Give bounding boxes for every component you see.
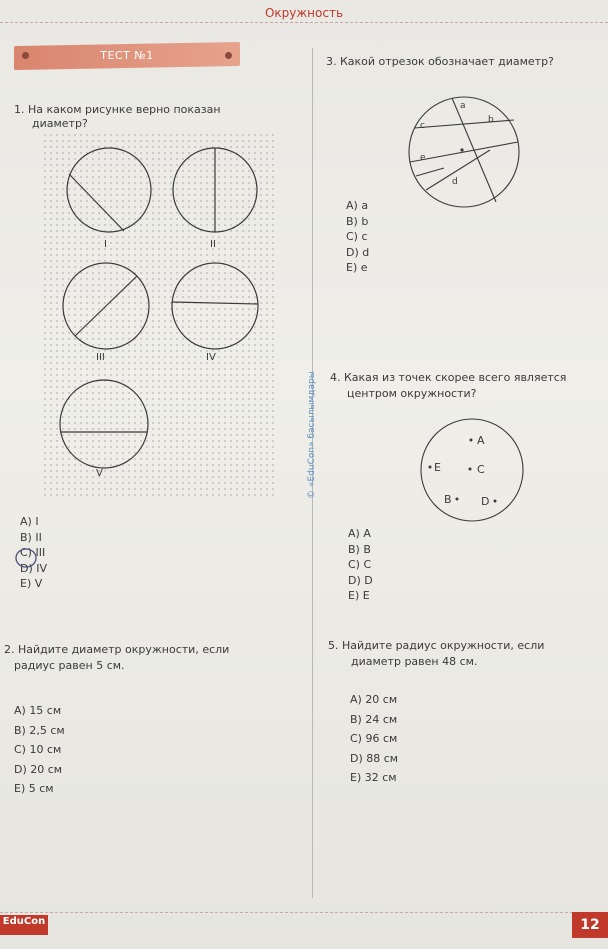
- page-number: 12: [572, 912, 608, 938]
- q1-answer-mark: [14, 546, 40, 570]
- label-e: e: [420, 153, 426, 163]
- q4-option-a[interactable]: A) A: [348, 527, 371, 540]
- test-title: ТЕСТ №1: [100, 49, 154, 62]
- q3-option-a[interactable]: A) a: [346, 199, 369, 212]
- segment-e: [416, 168, 444, 176]
- pencil-circle-icon: [16, 549, 36, 567]
- header-divider: [0, 22, 608, 23]
- q3-option-e[interactable]: E) e: [346, 261, 368, 274]
- q5-option-c[interactable]: C) 96 см: [350, 732, 398, 745]
- point-B-dot: [456, 498, 459, 501]
- q1-option-d[interactable]: D) IV: [20, 561, 48, 575]
- q5-option-a[interactable]: A) 20 см: [350, 693, 398, 706]
- q2-options: [14, 701, 65, 799]
- q1-figures: [44, 134, 276, 496]
- q4-figure: [418, 414, 528, 526]
- label-c: c: [420, 121, 425, 131]
- educon-logo: EduCon: [0, 915, 48, 935]
- page-header-title: Окружность: [264, 6, 344, 20]
- point-D-dot: [494, 500, 497, 503]
- q5-text-line1: 5. Найдите радиус окружности, если: [328, 639, 545, 652]
- q2-text-line1: 2. Найдите диаметр окружности, если: [4, 643, 230, 656]
- q1-option-b[interactable]: B) II: [20, 530, 42, 544]
- q3-figure: [404, 92, 524, 212]
- q4-option-e[interactable]: E) E: [348, 589, 370, 602]
- figure-label-V: V: [96, 468, 103, 479]
- q1-text-line2: диаметр?: [32, 117, 88, 130]
- q4-option-c[interactable]: C) C: [348, 558, 372, 571]
- q5-option-d[interactable]: D) 88 см: [350, 751, 399, 765]
- label-b: b: [488, 115, 494, 125]
- q2-option-e[interactable]: E) 5 см: [14, 782, 54, 795]
- q3-option-b[interactable]: B) b: [346, 214, 369, 228]
- q5-option-e[interactable]: E) 32 см: [350, 771, 397, 784]
- label-a: a: [460, 101, 466, 111]
- point-A-label: A: [477, 434, 485, 447]
- point-E-label: E: [434, 461, 441, 474]
- q1-option-a[interactable]: A) I: [20, 515, 39, 528]
- q2-option-a[interactable]: A) 15 см: [14, 704, 62, 717]
- side-copyright: [302, 340, 322, 540]
- footer-divider: [0, 912, 608, 913]
- side-copyright-text: © «EduCon» басылымдары: [307, 371, 317, 499]
- q3-option-c[interactable]: C) c: [346, 230, 368, 243]
- point-B-label: B: [444, 493, 452, 506]
- q4-option-b[interactable]: B) B: [348, 542, 371, 556]
- q1-text-line1: 1. На каком рисунке верно показан: [14, 103, 221, 116]
- q5-option-b[interactable]: B) 24 см: [350, 712, 398, 726]
- q5-options: [350, 690, 398, 788]
- q1-option-c[interactable]: C) III: [20, 546, 46, 559]
- q3-text: 3. Какой отрезок обозначает диаметр?: [326, 55, 554, 68]
- test-ribbon: [14, 44, 240, 72]
- figure-label-II: II: [210, 239, 216, 250]
- point-A-dot: [470, 439, 473, 442]
- point-E-dot: [429, 466, 432, 469]
- point-C-label: C: [477, 463, 485, 476]
- q1-option-e[interactable]: E) V: [20, 577, 43, 590]
- q3-options: [346, 198, 369, 276]
- dot-grid: [44, 134, 276, 496]
- q2-text-line2: радиус равен 5 см.: [14, 659, 125, 672]
- q4-options: [348, 526, 373, 604]
- figure-label-I: I: [104, 239, 107, 250]
- q3-option-d[interactable]: D) d: [346, 245, 370, 259]
- q2-option-b[interactable]: B) 2,5 см: [14, 723, 65, 737]
- q2-option-c[interactable]: C) 10 см: [14, 743, 62, 756]
- q5-text-line2: диаметр равен 48 см.: [351, 655, 478, 668]
- q3-center-point: [460, 148, 463, 151]
- q2-option-d[interactable]: D) 20 см: [14, 762, 63, 776]
- figure-label-IV: IV: [206, 352, 216, 363]
- q4-option-d[interactable]: D) D: [348, 573, 373, 587]
- point-C-dot: [469, 468, 472, 471]
- segment-c: [410, 142, 518, 162]
- label-d: d: [452, 177, 458, 187]
- point-D-label: D: [481, 495, 490, 508]
- q4-text-line2: центром окружности?: [347, 387, 477, 400]
- q4-text-line1: 4. Какая из точек скорее всего является: [330, 371, 567, 384]
- figure-label-III: III: [96, 352, 105, 363]
